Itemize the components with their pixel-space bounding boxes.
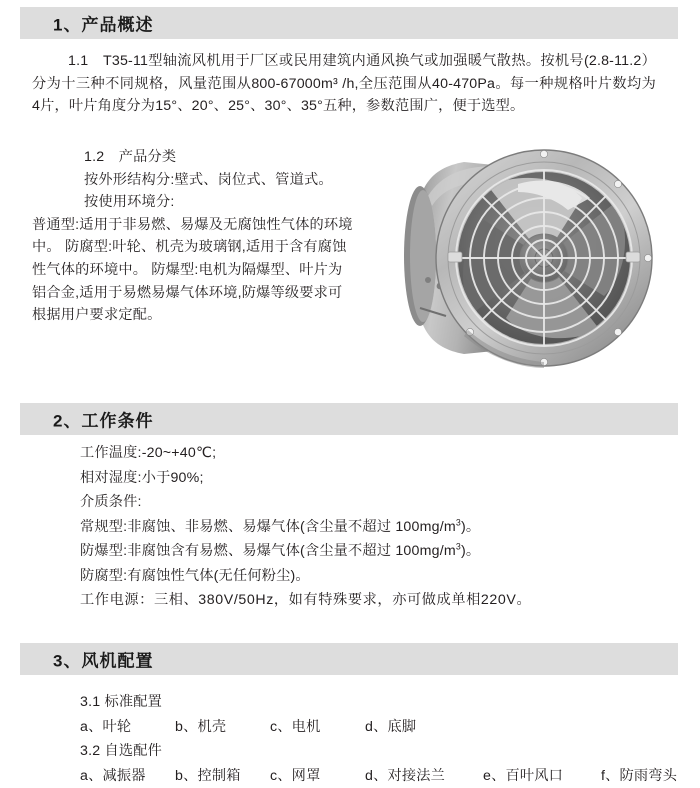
section-header-bar-1 — [20, 7, 678, 39]
cubic-exponent: 3 — [455, 541, 461, 552]
standard-item: d、底脚 — [365, 718, 417, 735]
subsection-1-2-heading: 1.2 产品分类 — [84, 149, 177, 165]
type-standard: 普通型:适用于非易燃、易爆及无腐蚀性气体的环境中。 — [32, 216, 353, 256]
axial-fan-photo — [368, 140, 668, 370]
standard-config-item-list — [80, 715, 670, 740]
medium-standard-type-suffix: )。 — [460, 518, 481, 535]
medium-conditions-heading: 介质条件: — [80, 494, 142, 510]
power-supply-line: 工作电源：三相、380V/50Hz，如有特殊要求，亦可做成单相220V。 — [80, 592, 532, 608]
section-3-title: 3、风机配置 — [53, 651, 154, 671]
optional-item: b、控制箱 — [175, 767, 241, 784]
optional-item: f、防雨弯头 — [601, 767, 678, 784]
section-2-title: 2、工作条件 — [53, 411, 154, 431]
section-header-bar-3 — [20, 643, 678, 675]
axial-fan-illustration — [368, 140, 668, 370]
optional-accessory-item-list — [80, 764, 678, 788]
cubic-exponent: 3 — [455, 516, 461, 527]
medium-explosion-proof-text: 防爆型:非腐蚀含有易燃、易爆气体(含尘量不超过 100mg/m — [80, 543, 456, 559]
type-explosion-proof: 防爆型:电机为隔爆型、叶片为铝合金,适用于易燃易爆气体环境,防爆等级要求可根据用户要求定配。 — [32, 261, 343, 324]
optional-item: c、网罩 — [270, 767, 321, 784]
optional-item: d、对接法兰 — [365, 767, 446, 784]
section-3-body — [80, 690, 678, 788]
working-temperature-line: 工作温度:-20~+40℃; — [80, 445, 217, 461]
subsection-3-2-heading: 3.2 自选配件 — [80, 743, 163, 759]
relative-humidity-line: 相对湿度:小于90%; — [80, 469, 204, 486]
medium-standard-type-text: 常规型:非腐蚀、非易燃、易爆气体(含尘量不超过 100mg/m — [80, 518, 456, 535]
section-1-title: 1、产品概述 — [53, 15, 154, 35]
type-anticorrosive: 防腐型:叶轮、机壳为玻璃钢,适用于含有腐蚀性气体的环境中。 — [32, 239, 347, 278]
section-2-body — [80, 441, 660, 613]
medium-anticorrosive-type: 防腐型:有腐蚀性气体(无任何粉尘)。 — [80, 567, 310, 584]
medium-explosion-proof-type — [80, 539, 660, 564]
medium-explosion-proof-suffix: )。 — [460, 543, 481, 559]
paragraph-1-1: 1.1 T35-11型轴流风机用于厂区或民用建筑内通风换气或加强暖气散热。按机号(2.8-11.2）分为十三种不同规格，风量范围从800-67000m³ /h,全压范围从40-470Pa。每一种规格叶片数均为4片，叶片角度分为15°、20°、25°、30°、35°五种，参数范围广，便于选型。 — [32, 53, 656, 115]
classification-by-shape: 按外形结构分:壁式、岗位式、管道式。 — [84, 171, 333, 188]
standard-item: b、机壳 — [175, 718, 227, 735]
standard-item: c、电机 — [270, 718, 321, 735]
section-header-bar-2 — [20, 403, 678, 435]
medium-standard-type — [80, 515, 660, 540]
standard-item: a、叶轮 — [80, 718, 132, 735]
classification-by-environment: 按使用环境分: — [84, 194, 175, 211]
subsection-1-2-block — [32, 146, 354, 327]
optional-item: a、减振器 — [80, 767, 146, 784]
optional-item: e、百叶风口 — [483, 767, 564, 784]
subsection-3-1-heading: 3.1 标准配置 — [80, 694, 163, 710]
